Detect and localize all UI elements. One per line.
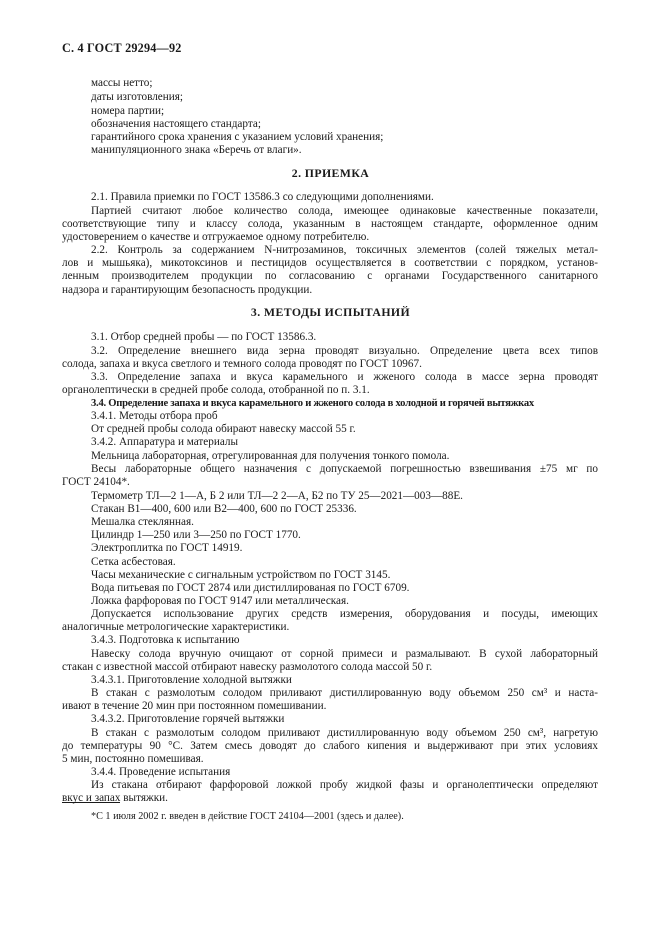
text-line: Электроплитка по ГОСТ 14919.	[91, 542, 243, 554]
text-line: аналогичные метрологические характеристики.	[62, 621, 290, 633]
text-line: Мешалка стеклянная.	[91, 516, 194, 528]
text-line: Весы лабораторные общего назначения с допускаемой погрешностью взвешивания ±75 мг по	[91, 463, 598, 475]
text-line: надзора и гарантирующим безопасность продукции.	[62, 284, 313, 296]
text-line: стакан с известной массой отбирают навеску размолотого солода массой 50 г.	[62, 661, 433, 673]
section-heading: 2. ПРИЕМКА	[291, 166, 370, 180]
text-line: лов и мышьяка), микотоксинов и пестицидов осуществляется в соответствии с порядком, установ-	[62, 257, 598, 269]
text-line: Мельница лабораторная, отрегулированная для получения тонкого помола.	[91, 450, 450, 462]
text-line: 3.4.3.2. Приготовление горячей вытяжки	[91, 713, 285, 725]
text-line: 2.2. Контроль за содержанием N-нитрозаминов, токсичных элементов (солей тяжелых метал-	[91, 244, 598, 256]
text-line: В стакан с размолотым солодом приливают дистиллированную воду объемом 250 см³, нагретую	[91, 727, 598, 739]
page-header: С. 4 ГОСТ 29294—92	[62, 41, 182, 55]
text-line: Допускается использование других средств измерения, оборудования и посуды, имеющих	[91, 608, 598, 620]
text-line: 3.2. Определение внешнего вида зерна проводят визуально. Определение цвета всех типов	[91, 345, 598, 357]
text-line: Часы механические с сигнальным устройством по ГОСТ 3145.	[91, 569, 391, 581]
text-line: органолептически в средней пробе солода, отобранной по п. 3.1.	[62, 384, 370, 396]
text-line: ГОСТ 24104*.	[62, 476, 130, 488]
text-line: 3.4.3. Подготовка к испытанию	[91, 634, 240, 646]
text-line: В стакан с размолотым солодом приливают дистиллированную воду объемом 250 см³ и наста-	[91, 687, 598, 699]
text-line: От средней пробы солода обирают навеску массой 55 г.	[91, 423, 356, 435]
text-line: Термометр ТЛ—2 1—А, Б 2 или ТЛ—2 2—А, Б2 по ТУ 25—2021—003—88Е.	[91, 490, 463, 502]
text-line: 3.1. Отбор средней пробы — по ГОСТ 13586.3.	[91, 331, 317, 343]
text-line: массы нетто;	[91, 77, 153, 89]
section-heading: 3. МЕТОДЫ ИСПЫТАНИЙ	[250, 305, 411, 319]
text-line: солода, запаха и вкуса светлого и темного солода проводят по ГОСТ 10967.	[62, 358, 422, 370]
text-line: соответствующие типу и классу солода, указанным в настоящем стандарте, оформленное одним	[62, 218, 598, 230]
text-line: удостоверением о качестве и отгружаемое одному потребителю.	[62, 231, 370, 243]
text-line: Стакан В1—400, 600 или В2—400, 600 по ГОСТ 25336.	[91, 503, 357, 515]
text-line: Ложка фарфоровая по ГОСТ 9147 или металлическая.	[91, 595, 349, 607]
text-line: Вода питьевая по ГОСТ 2874 или дистиллированая по ГОСТ 6709.	[91, 582, 410, 594]
text-line: 2.1. Правила приемки по ГОСТ 13586.3 со следующими дополнениями.	[91, 191, 434, 203]
text-line: Цилиндр 1—250 или 3—250 по ГОСТ 1770.	[91, 529, 301, 541]
subsection-heading: 3.4. Определение запаха и вкуса карамельного и жженого солода в холодной и горячей вытяжках	[91, 398, 534, 409]
footnote-separator	[62, 802, 120, 803]
text-line: даты изготовления;	[91, 91, 183, 103]
text-line: гарантийного срока хранения с указанием условий хранения;	[91, 131, 384, 143]
text-line: вкус и запах вытяжки.	[62, 792, 168, 804]
footnote: *С 1 июля 2002 г. введен в действие ГОСТ 24104—2001 (здесь и далее).	[91, 811, 404, 822]
text-line: ивают в течение 20 мин при постоянном помешивании.	[62, 700, 327, 712]
text-line: Навеску солода вручную очищают от сорной примеси и размалывают. В сухой лабораторный	[91, 648, 598, 660]
text-line: ленным производителем продукции по согласованию с органами Государственного санитарного	[62, 270, 598, 282]
text-line: 3.4.3.1. Приготовление холодной вытяжки	[91, 674, 292, 686]
text-line: 3.4.4. Проведение испытания	[91, 766, 231, 778]
text-line: Из стакана отбирают фарфоровой ложкой пробу жидкой фазы и органолептически определяют	[91, 779, 598, 791]
text-line: до температуры 90 °С. Затем смесь доводят до слабого кипения и выдерживают при этих условиях	[62, 740, 598, 752]
text-line: 5 мин, постоянно помешивая.	[62, 753, 204, 765]
text-line: номера партии;	[91, 105, 165, 117]
text-line: Партией считают любое количество солода, имеющее одинаковые качественные показатели,	[91, 205, 598, 217]
text-line: обозначения настоящего стандарта;	[91, 118, 261, 130]
text-line: 3.4.2. Аппаратура и материалы	[91, 436, 239, 448]
text-line: манипуляционного знака «Беречь от влаги».	[91, 144, 302, 156]
text-line: 3.3. Определение запаха и вкуса карамельного и жженого солода в массе зерна проводят	[91, 371, 598, 383]
text-line: Сетка асбестовая.	[91, 556, 176, 568]
text-line: 3.4.1. Методы отбора проб	[91, 410, 218, 422]
